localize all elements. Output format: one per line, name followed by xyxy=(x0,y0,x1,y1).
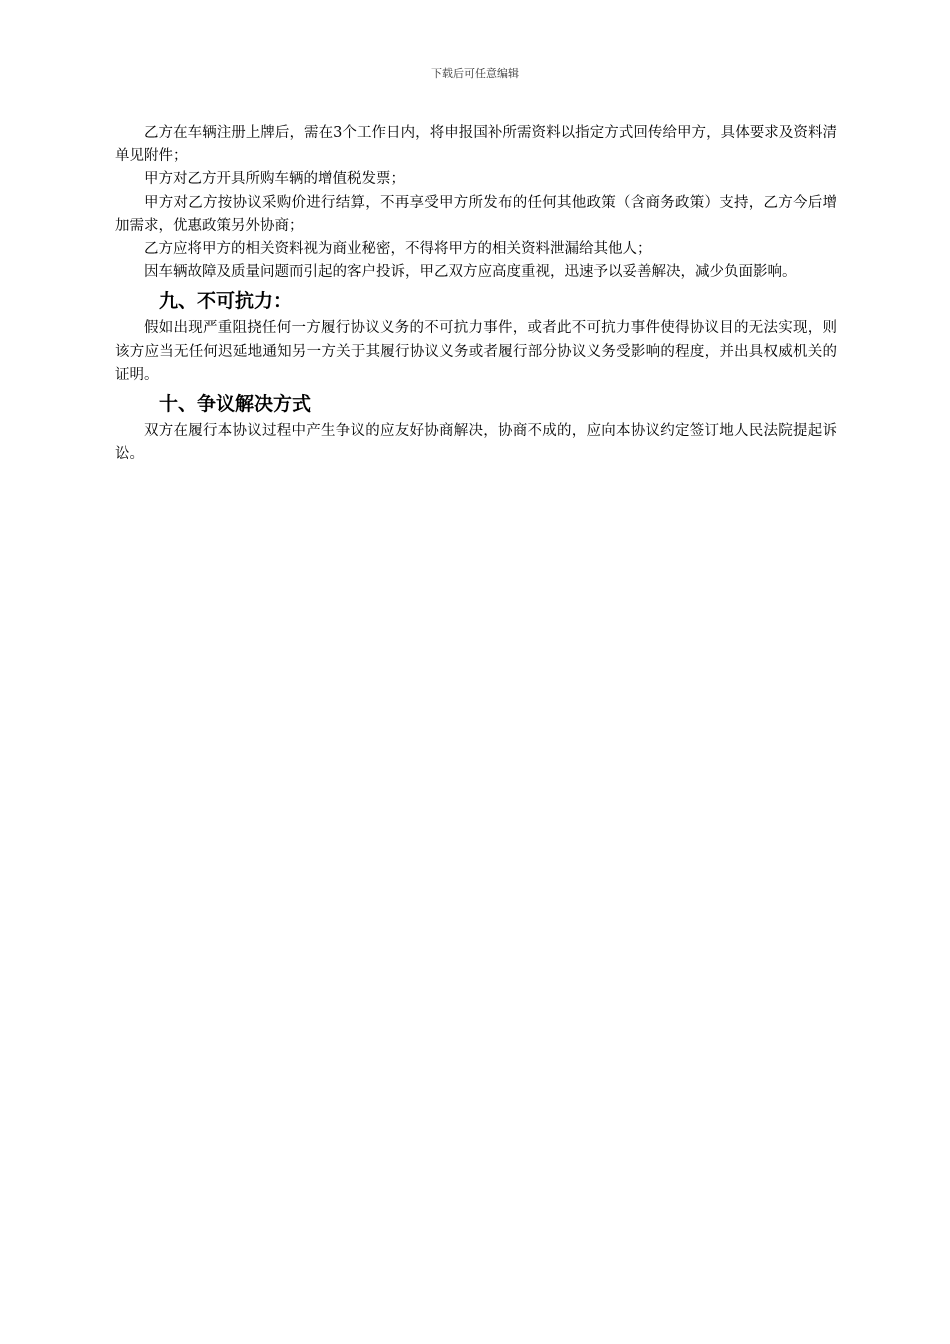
paragraph-confidentiality: 乙方应将甲方的相关资料视为商业秘密，不得将甲方的相关资料泄漏给其他人； xyxy=(144,241,652,258)
page-header: 下载后可任意编辑 xyxy=(431,67,519,80)
paragraph-force-majeure: 假如出现严重阻挠任何一方履行协议义务的不可抗力事件，或者此不可抗力事件使得协议目的无法实现，则该方应当无任何迟延地通知另一方关于其履行协议义务或者履行部分协议义务受影响的程度，并出具权威机关的证明。 xyxy=(115,320,837,383)
paragraph-settlement-price: 甲方对乙方按协议采购价进行结算，不再享受甲方所发布的任何其他政策（含商务政策）支持，乙方今后增加需求，优惠政策另外协商； xyxy=(115,194,837,234)
section-heading-force-majeure: 九、不可抗力： xyxy=(159,290,293,313)
section-heading-dispute-resolution: 十、争议解决方式 xyxy=(159,393,312,416)
paragraph-customer-complaints: 因车辆故障及质量问题而引起的客户投诉，甲乙双方应高度重视，迅速予以妥善解决，减少负面影响。 xyxy=(144,264,797,281)
paragraph-dispute-resolution: 双方在履行本协议过程中产生争议的应友好协商解决，协商不成的，应向本协议约定签订地人民法院提起诉讼。 xyxy=(115,423,837,463)
document-body xyxy=(115,122,837,466)
paragraph-vat-invoice: 甲方对乙方开具所购车辆的增值税发票； xyxy=(144,171,405,188)
paragraph-registration-materials: 乙方在车辆注册上牌后，需在3个工作日内，将申报国补所需资料以指定方式回传给甲方，具体要求及资料清单见附件； xyxy=(115,125,837,165)
